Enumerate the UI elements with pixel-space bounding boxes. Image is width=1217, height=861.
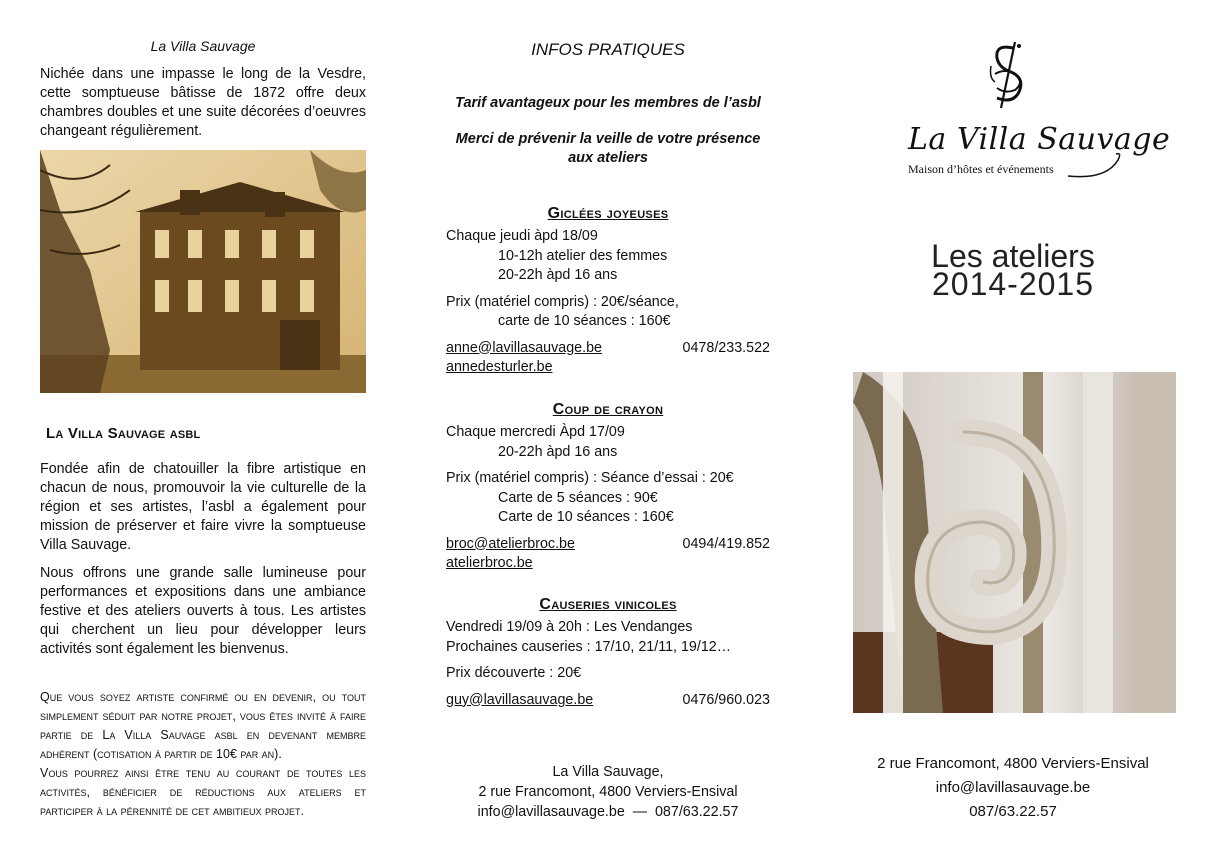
crayon-time: 20-22h àpd 16 ans xyxy=(498,443,618,460)
logo-monogram-icon xyxy=(985,38,1031,112)
merci-note-line2: aux ateliers xyxy=(568,150,648,166)
crayon-schedule: Chaque mercredi Àpd 17/09 xyxy=(446,424,625,440)
giclees-schedule: Chaque jeudi àpd 18/09 xyxy=(446,228,598,244)
giclees-site-link[interactable]: annedesturler.be xyxy=(446,359,553,375)
giclees-phone: 0478/233.522 xyxy=(682,339,770,356)
footer-contact: info@lavillasauvage.be — 087/63.22.57 xyxy=(477,804,739,820)
asbl-paragraph-1: Fondée afin de chatouiller la fibre artistique en chacun de nous, promouvoir la vie culturelle de la région et ses artistes, l’asbl a également pour mission de préserver et faire vivre la somptueuse Villa Sauvage. xyxy=(40,461,366,553)
crayon-price-2: Carte de 5 séances : 90€ xyxy=(498,489,658,506)
middle-panel xyxy=(440,0,776,861)
crayon-price-1: Prix (matériel compris) : Séance d’essai : 20€ xyxy=(446,470,734,486)
right-panel xyxy=(850,0,1180,861)
causeries-section xyxy=(446,618,776,710)
villa-photo xyxy=(40,150,366,393)
giclees-email-link[interactable]: anne@lavillasauvage.be xyxy=(446,339,603,356)
crayon-phone: 0494/419.852 xyxy=(682,535,770,552)
causeries-phone: 0476/960.023 xyxy=(682,691,770,708)
causeries-heading: Causeries vinicoles xyxy=(539,596,677,613)
crayon-price-3: Carte de 10 séances : 160€ xyxy=(498,509,674,525)
crayon-email-link[interactable]: broc@atelierbroc.be xyxy=(446,535,575,552)
ateliers-title-line1: Les ateliers xyxy=(931,238,1095,274)
causeries-next: Vendredi 19/09 à 20h : Les Vendanges xyxy=(446,619,693,635)
giclees-heading: Giclées joyeuses xyxy=(547,205,669,222)
footer-address: 2 rue Francomont, 4800 Verviers-Ensival xyxy=(478,784,738,800)
logo-flourish-icon xyxy=(1066,150,1126,180)
right-phone: 087/63.22.57 xyxy=(969,803,1057,820)
causeries-upcoming: Prochaines causeries : 17/10, 21/11, 19/12… xyxy=(446,638,732,655)
crayon-site-link[interactable]: atelierbroc.be xyxy=(446,555,533,571)
merci-note-line1: Merci de prévenir la veille de votre présence xyxy=(455,131,761,147)
logo-text: La Villa Sauvage xyxy=(908,122,1171,157)
asbl-heading: La Villa Sauvage asbl xyxy=(46,425,201,442)
ateliers-title-line2: 2014-2015 xyxy=(931,266,1095,302)
membership-paragraph: Que vous soyez artiste confirmé ou en devenir, ou tout simplement séduit par notre projet, vous êtes invité à faire partie de La Villa Sauvage asbl en devenant membre adhérent (cotisation à partir de 10€ par an). xyxy=(40,690,366,761)
asbl-paragraph-2: Nous offrons une grande salle lumineuse pour performances et expositions dans une ambiance festive et des ateliers ouverts à tous. Les artistes qui cherchent un lieu pour développer leurs activités sont également les bienvenus. xyxy=(40,565,366,657)
crayon-heading: Coup de crayon xyxy=(552,401,664,418)
giclees-section xyxy=(446,227,776,378)
right-contact xyxy=(850,752,1176,824)
left-title: La Villa Sauvage xyxy=(150,38,256,54)
giclees-time-1: 10-12h atelier des femmes xyxy=(498,247,668,264)
infos-title: INFOS PRATIQUES xyxy=(531,40,685,59)
logo-tagline: Maison d’hôtes et événements xyxy=(908,162,1054,176)
membership-benefits: Vous pourrez ainsi être tenu au courant de toutes les activités, bénéficier de réductions aux ateliers et participer à la pérennité de cet ambitieux projet. xyxy=(40,766,366,818)
right-email: info@lavillasauvage.be xyxy=(935,779,1091,796)
giclees-price-2: carte de 10 séances : 160€ xyxy=(498,313,671,329)
tarif-note: Tarif avantageux pour les membres de l’asbl xyxy=(455,95,761,111)
causeries-email-link[interactable]: guy@lavillasauvage.be xyxy=(446,691,594,708)
middle-footer xyxy=(440,762,776,822)
right-address: 2 rue Francomont, 4800 Verviers-Ensival xyxy=(877,755,1149,772)
left-panel xyxy=(40,0,366,861)
ironwork-photo xyxy=(853,372,1176,713)
intro-text: Nichée dans une impasse le long de la Vesdre, cette somptueuse bâtisse de 1872 offre deux chambres doubles et une suite décorées d’oeuvres changeant régulièrement. xyxy=(40,66,366,139)
giclees-time-2: 20-22h àpd 16 ans xyxy=(498,267,618,283)
footer-name: La Villa Sauvage, xyxy=(552,764,664,780)
crayon-section xyxy=(446,423,776,574)
causeries-price: Prix découverte : 20€ xyxy=(446,665,582,681)
giclees-price-1: Prix (matériel compris) : 20€/séance, xyxy=(446,293,679,310)
